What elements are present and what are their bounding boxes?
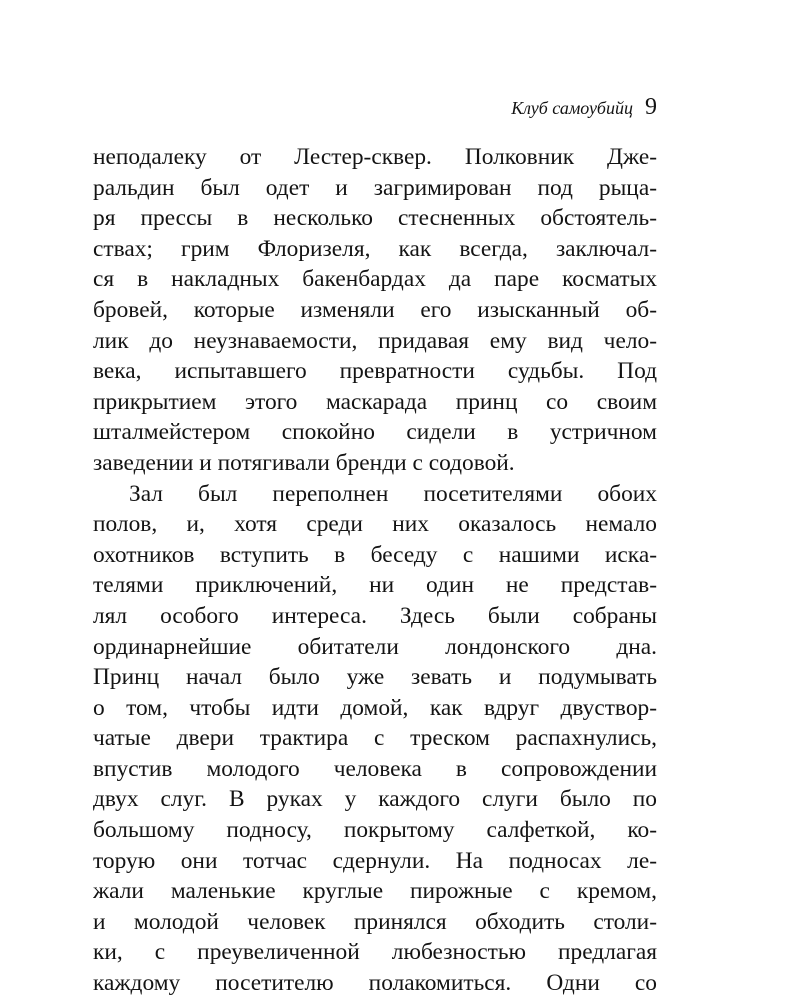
text-line: большому подносу, покрытому салфеткой, ко-	[93, 817, 657, 844]
text-line: Принц начал было уже зевать и подумывать	[93, 664, 657, 691]
text-line: чатые двери трактира с треском распахнулись,	[93, 725, 657, 752]
text-line: бровей, которые изменяли его изысканный об-	[93, 296, 657, 323]
running-title: Клуб самоубийц	[511, 98, 633, 118]
text-line: ки, с преувеличенной любезностью предлагая	[93, 939, 657, 966]
text-line: каждому посетителю полакомиться. Одни со	[93, 970, 657, 997]
text-line: ральдин был одет и загримирован под рыца-	[93, 174, 657, 201]
page-number: 9	[645, 94, 657, 120]
text-line: торую они тотчас сдернули. На подносах ле-	[93, 847, 657, 874]
text-line: полов, и, хотя среди них оказалось немало	[93, 511, 657, 538]
text-line: охотников вступить в беседу с нашими иска-	[93, 541, 657, 568]
text-line: лик до неузнаваемости, придавая ему вид чело-	[93, 327, 657, 354]
text-line: о том, чтобы идти домой, как вдруг двуствор-	[93, 694, 657, 721]
text-line: шталмейстером спокойно сидели в устричном	[93, 419, 657, 446]
text-line: заведении и потягивали бренди с содовой.	[93, 449, 515, 476]
text-line: жали маленькие круглые пирожные с кремом,	[93, 878, 657, 905]
text-line: века, испытавшего превратности судьбы. Под	[93, 358, 657, 385]
text-line: ординарнейшие обитатели лондонского дна.	[93, 633, 657, 660]
text-line: впустив молодого человека в сопровождении	[93, 755, 657, 782]
running-head	[511, 94, 657, 121]
text-line: и молодой человек принялся обходить столи-	[93, 908, 657, 935]
text-line: двух слуг. В руках у каждого слуги было по	[93, 786, 657, 813]
text-line: телями приключений, ни один не представ-	[93, 572, 657, 599]
text-line: ствах; грим Флоризеля, как всегда, заключал-	[93, 235, 657, 262]
text-line: прикрытием этого маскарада принц со своим	[93, 388, 657, 415]
text-line: лял особого интереса. Здесь были собраны	[93, 602, 657, 629]
text-line-paragraph-start: Зал был переполнен посетителями обоих	[129, 480, 657, 507]
text-line: ря прессы в несколько стесненных обстоятель-	[93, 205, 657, 232]
body-text	[93, 142, 657, 999]
text-line: неподалеку от Лестер-сквер. Полковник Дже-	[93, 144, 657, 170]
text-line: ся в накладных бакенбардах да паре косматых	[93, 266, 657, 293]
